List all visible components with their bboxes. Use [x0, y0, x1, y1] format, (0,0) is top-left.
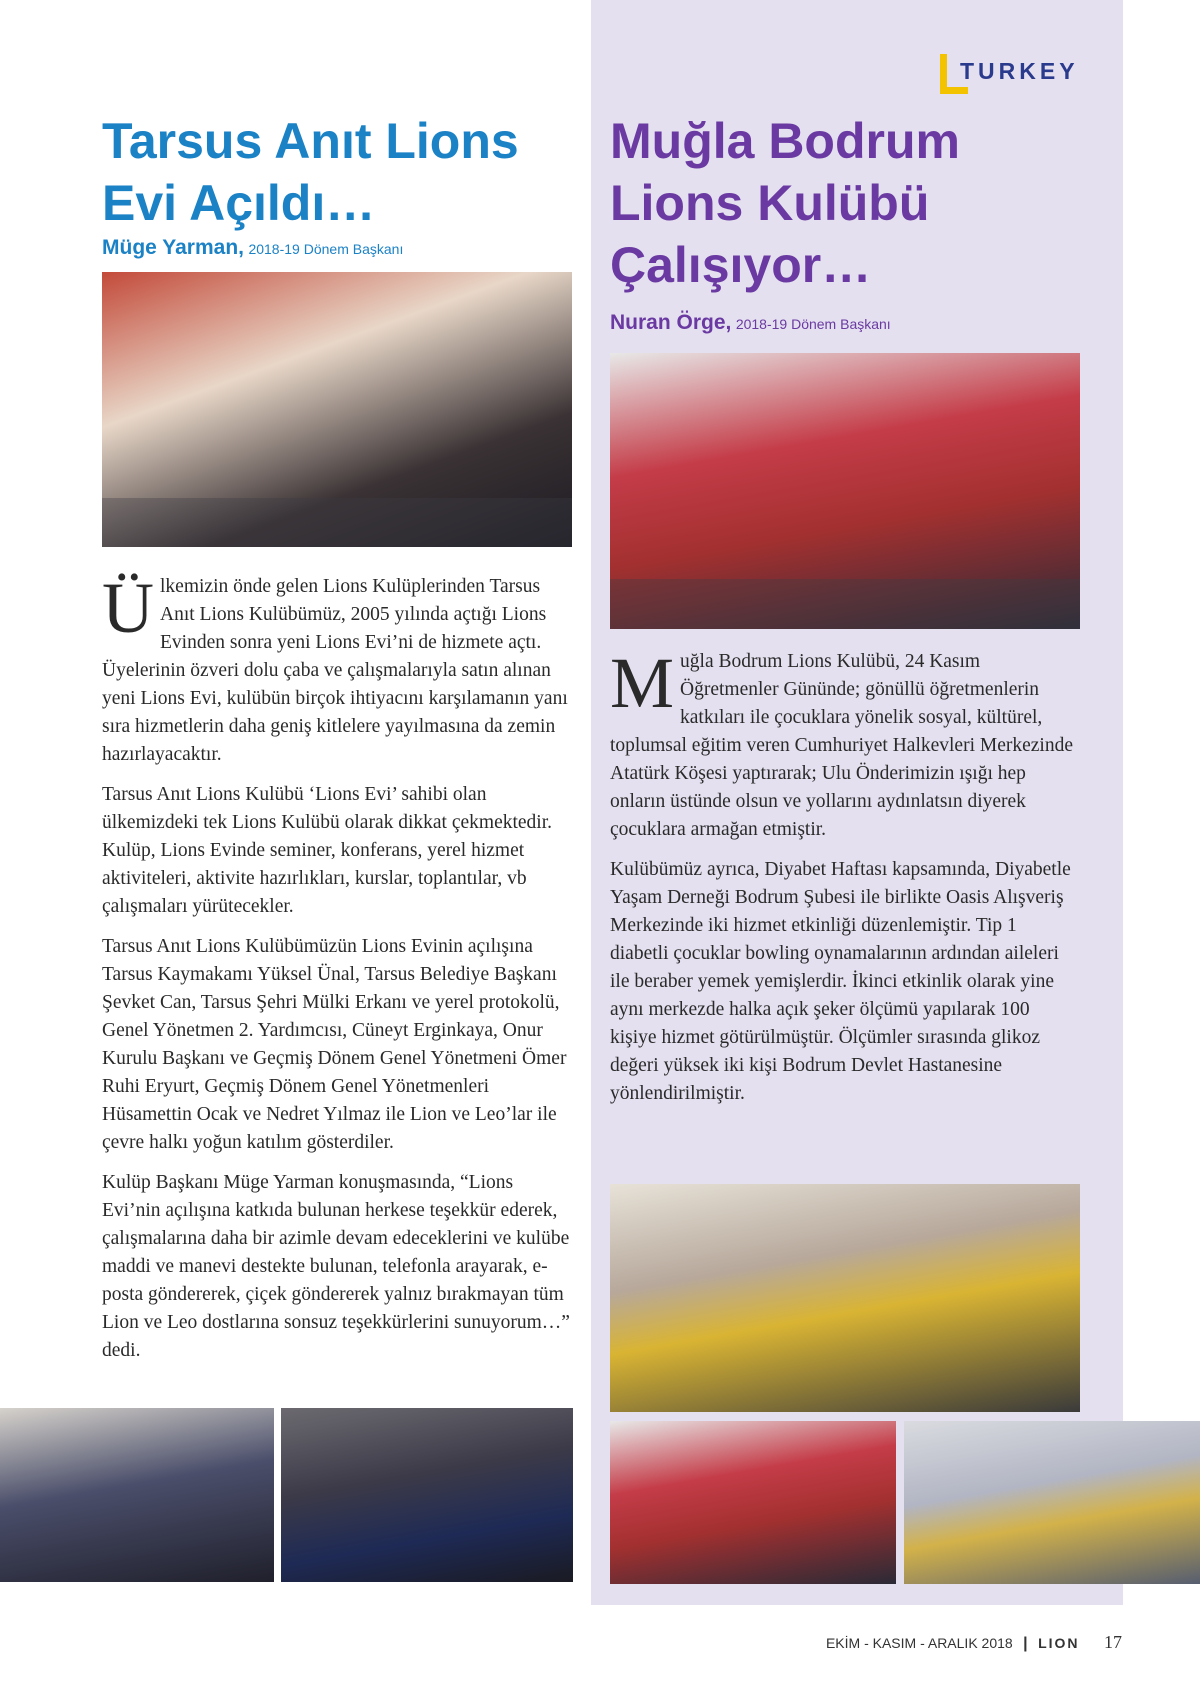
photo-award-ceremony	[0, 1408, 274, 1582]
right-dropcap: M	[610, 643, 675, 723]
right-article-title	[610, 110, 1090, 296]
right-title-line3: Çalışıyor…	[610, 237, 872, 293]
left-dropcap: Ü	[102, 568, 154, 648]
left-article-title	[102, 110, 572, 234]
right-paragraph-2: Kulübümüz ayrıca, Diyabet Haftası kapsamında, Diyabetle Yaşam Derneği Bodrum Şubesi ile birlikte Oasis Alışveriş Merkezinde iki hizmet etkinliği düzenlemiştir. Tip 1 diabetli çocuklar bowling oynamalarının ardından aileleri ile beraber yemek yemişlerdir. İkinci etkinlik olarak yine aynı merkezde halka açık şeker ölçümü yapılarak 100 kişiye hizmet götürülmüştür. Ölçümler sırasında glikoz değeri yüksek iki kişi Bodrum Devlet Hastanesine yönlendirilmiştir.	[610, 859, 1071, 1104]
photo-ataturk-corner	[610, 353, 1080, 629]
left-title-line2: Evi Açıldı…	[102, 175, 376, 231]
right-author-role: 2018-19 Dönem Başkanı	[735, 316, 891, 332]
left-author: Müge Yarman,	[102, 236, 244, 259]
page-number: 17	[1104, 1632, 1122, 1652]
photo-ribbon-cutting	[281, 1408, 573, 1582]
right-paragraph-1	[610, 643, 1080, 844]
footer-magazine: LION	[1038, 1635, 1080, 1651]
left-article-body	[102, 568, 572, 1377]
right-article-byline	[610, 311, 891, 335]
right-paragraph-1-text: uğla Bodrum Lions Kulübü, 24 Kasım Öğretmenler Gününde; gönüllü öğretmenlerin katkıları ile çocuklara yönelik sosyal, kültürel, toplumsal eğitim veren Cumhuriyet Halkevleri Merkezinde Atatürk Köşesi yaptırarak; Ulu Önderimizin ışığı hep onların üstünde olsun ve yollarını aydınlatsın diyerek çocuklara armağan etmiştir.	[610, 651, 1073, 840]
left-author-role: 2018-19 Dönem Başkanı	[248, 241, 404, 257]
footer-separator: |	[1023, 1635, 1028, 1652]
photo-bowling-event	[610, 1184, 1080, 1412]
right-title-line1: Muğla Bodrum	[610, 113, 960, 169]
brand-country-label: TURKEY	[960, 58, 1079, 84]
photo-children-balloons	[610, 1421, 896, 1584]
left-paragraph-1	[102, 568, 572, 769]
left-paragraph-3: Tarsus Anıt Lions Kulübümüzün Lions Evinin açılışına Tarsus Kaymakamı Yüksel Ünal, Tarsus Belediye Başkanı Şevket Can, Tarsus Şehri Mülki Erkanı ve yerel protokolü, Genel Yönetmen 2. Yardımcısı, Cüneyt Erginkaya, Onur Kurulu Başkanı ve Geçmiş Dönem Genel Yönetmeni Ömer Ruhi Eryurt, Geçmiş Dönem Genel Yönetmenleri Hüsamettin Ocak ve Nedret Yılmaz ile Lion ve Leo’lar ile çevre halkı yoğun katılım gösterdiler.	[102, 936, 567, 1153]
footer-issue: EKİM - KASIM - ARALIK 2018	[825, 1635, 1013, 1651]
right-author: Nuran Örge,	[610, 311, 732, 334]
group-photo-tarsus	[102, 272, 572, 547]
left-article-byline	[102, 236, 403, 260]
page-footer	[826, 1632, 1122, 1653]
left-paragraph-4: Kulüp Başkanı Müge Yarman konuşmasında, “Lions Evi’nin açılışına katkıda bulunan herkese teşekkür ederek, çalışmalarına daha bir azimle devam edeceklerini ve kulübe maddi ve manevi destekte bulunan, telefonla arayarak, e-posta göndererek, çiçek göndererek yalnız bırakmayan tüm Lion ve Leo dostlarına sonsuz teşekkürlerini sunuyorum…” dedi.	[102, 1172, 570, 1361]
left-paragraph-2: Tarsus Anıt Lions Kulübü ‘Lions Evi’ sahibi olan ülkemizdeki tek Lions Kulübü olarak dikkat çekmektedir. Kulüp, Lions Evinde seminer, konferans, yerel hizmet aktiviteleri, aktivite hazırlıkları, kurslar, toplantılar, vb çalışmaları yürütecekler.	[102, 784, 553, 917]
left-title-line1: Tarsus Anıt Lions	[102, 113, 519, 169]
right-article-body	[610, 643, 1080, 1120]
left-paragraph-1-text: lkemizin önde gelen Lions Kulüplerinden Tarsus Anıt Lions Kulübümüz, 2005 yılında açtığı Lions Evinden sonra yeni Lions Evi’ni de hizmete açtı. Üyelerinin özveri dolu çaba ve çalışmalarıyla satın alınan yeni Lions Evi, kulübün birçok ihtiyacını karşılamanın yanı sıra hizmetlerin daha geniş kitlelere yayılmasına da zemin hazırlayacaktır.	[102, 576, 568, 765]
right-title-line2: Lions Kulübü	[610, 175, 930, 231]
photo-sugar-measurement	[904, 1421, 1200, 1584]
